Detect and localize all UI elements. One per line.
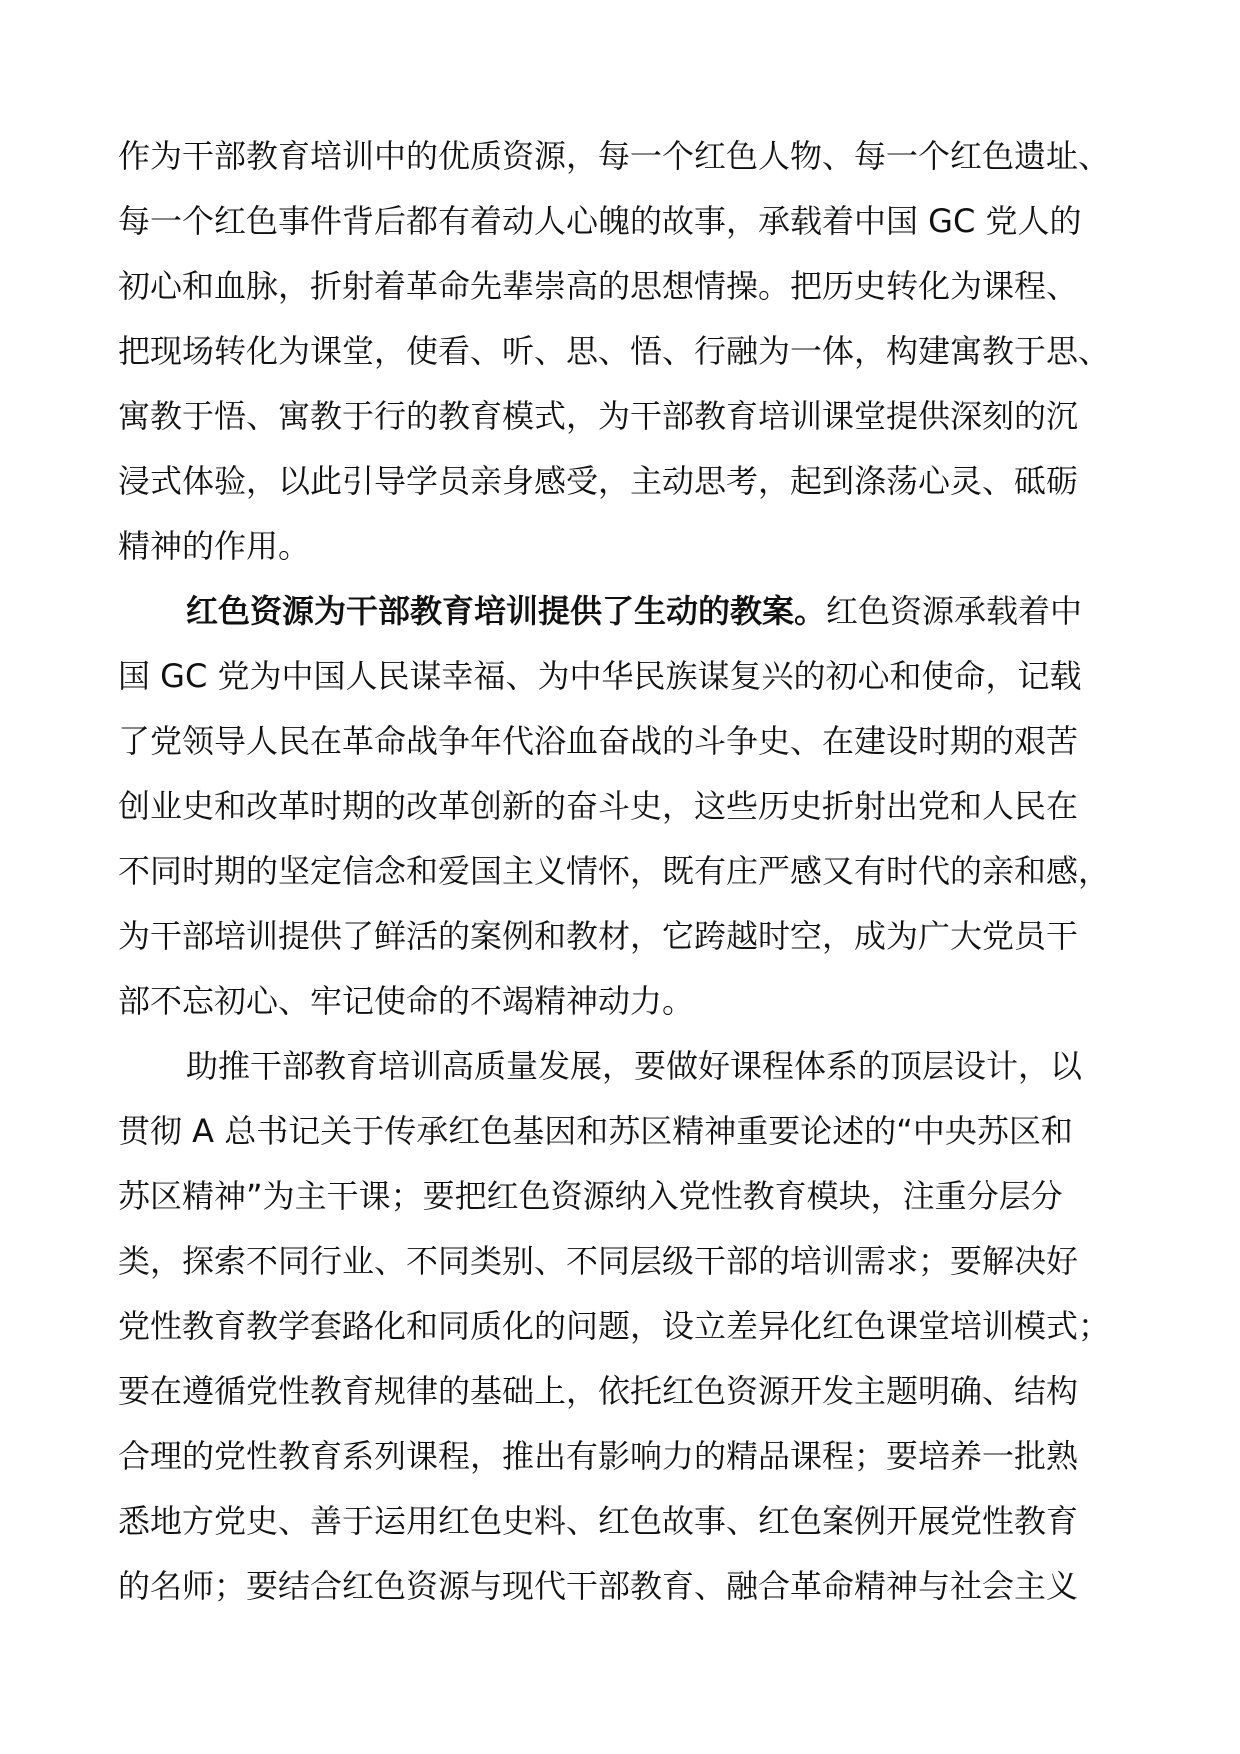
text-line-first: 助推干部教育培训高质量发展，要做好课程体系的顶层设计，以: [186, 1047, 1083, 1085]
paragraph-vivid-teaching-plan: [118, 579, 1148, 1034]
text-line: 精神的作用。: [118, 527, 311, 565]
text-line: 苏区精神”为主干课；要把红色资源纳入党性教育模块，注重分层分: [118, 1177, 1063, 1215]
text-line: 的名师；要结合红色资源与现代干部教育、融合革命精神与社会主义: [118, 1567, 1079, 1605]
text-line: 贯彻 A 总书记关于传承红色基因和苏区精神重要论述的“中央苏区和: [118, 1112, 1073, 1150]
text-line: 初心和血脉，折射着革命先辈崇高的思想情操。把历史转化为课程、: [118, 267, 1079, 305]
text-line: 了党领导人民在革命战争年代浴血奋战的斗争史、在建设时期的艰苦: [118, 722, 1079, 760]
text-line: 创业史和改革时期的改革创新的奋斗史，这些历史折射出党和人民在: [118, 787, 1079, 825]
text-run: 红色资源承载着中: [826, 592, 1083, 630]
text-line: 为干部培训提供了鲜活的案例和教材，它跨越时空，成为广大党员干: [118, 917, 1079, 955]
text-line: 寓教于悟、寓教于行的教育模式，为干部教育培训课堂提供深刻的沉: [118, 397, 1079, 435]
text-line: 党性教育教学套路化和同质化的问题，设立差异化红色课堂培训模式；: [118, 1307, 1111, 1345]
text-line: 国 GC 党为中国人民谋幸福、为中华民族谋复兴的初心和使命，记载: [118, 657, 1082, 695]
text-line: 作为干部教育培训中的优质资源，每一个红色人物、每一个红色遗址、: [118, 137, 1111, 175]
text-line: 部不忘初心、牢记使命的不竭精神动力。: [118, 982, 695, 1020]
paragraph-high-quality-development: [118, 1034, 1148, 1619]
text-line: 把现场转化为课堂，使看、听、思、悟、行融为一体，构建寓教于思、: [118, 332, 1111, 370]
text-line: 合理的党性教育系列课程，推出有影响力的精品课程；要培养一批熟: [118, 1437, 1079, 1475]
text-line: 悉地方党史、善于运用红色史料、红色故事、红色案例开展党性教育: [118, 1502, 1079, 1540]
text-line: 浸式体验，以此引导学员亲身感受，主动思考，起到涤荡心灵、砥砺: [118, 462, 1079, 500]
document-page: [118, 124, 1148, 1619]
paragraph-red-resources-quality: [118, 124, 1148, 579]
paragraph-heading: 红色资源为干部教育培训提供了生动的教案。: [186, 592, 827, 630]
text-line: 每一个红色事件背后都有着动人心魄的故事，承载着中国 GC 党人的: [118, 202, 1082, 240]
text-line-first: [118, 579, 1148, 644]
text-line: 类，探索不同行业、不同类别、不同层级干部的培训需求；要解决好: [118, 1242, 1079, 1280]
text-line: 不同时期的坚定信念和爱国主义情怀，既有庄严感又有时代的亲和感，: [118, 852, 1111, 890]
text-line: 要在遵循党性教育规律的基础上，依托红色资源开发主题明确、结构: [118, 1372, 1079, 1410]
